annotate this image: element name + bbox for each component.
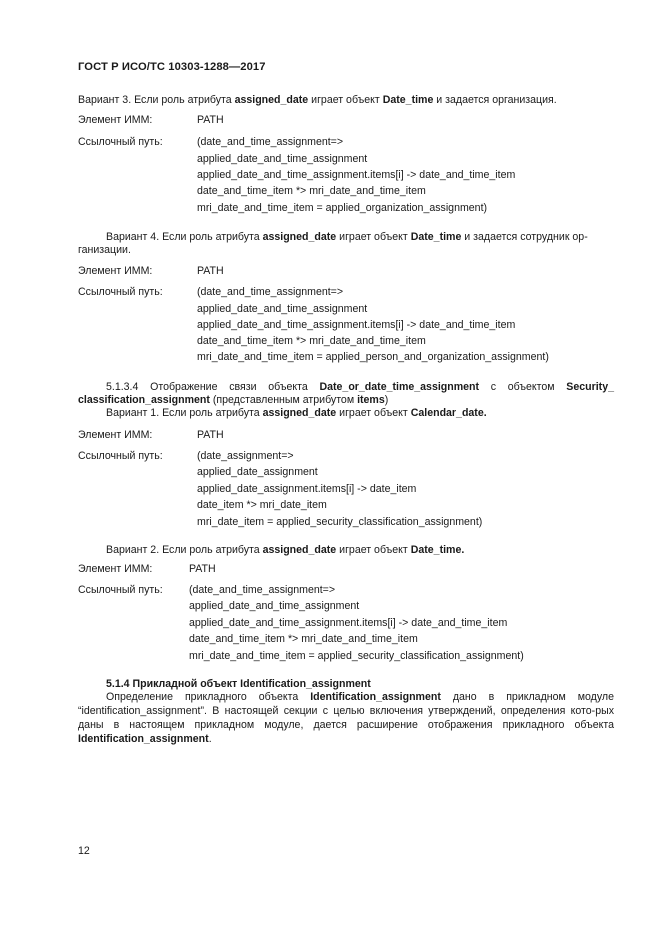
variant-2-path-line-2: applied_date_and_time_assignment — [189, 600, 360, 612]
variant-2-path-line-3: applied_date_and_time_assignment.items[i] -> date_and_time_item — [189, 617, 508, 629]
variant-2-path-line-4: date_and_time_item *> mri_date_and_time_item — [189, 633, 418, 645]
variant-3-path-line-4: date_and_time_item *> mri_date_and_time_item — [197, 185, 426, 197]
variant-1-path-label: Ссылочный путь: — [78, 450, 163, 462]
section-5-1-4-title: 5.1.4 Прикладной объект Identification_assignment — [106, 678, 371, 690]
variant-1-path-line-1: (date_assignment=> — [197, 450, 294, 462]
variant-1-element-value: PATH — [197, 429, 224, 441]
variant-4-paragraph-line-2: ганизации. — [78, 244, 131, 256]
variant-3-path-line-5: mri_date_and_time_item = applied_organization_assignment) — [197, 202, 488, 214]
variant-3-path-line-3: applied_date_and_time_assignment.items[i] -> date_and_time_item — [197, 169, 516, 181]
variant-2-paragraph: Вариант 2. Если роль атрибута assigned_date играет объект Date_time. — [106, 544, 465, 556]
variant-3-path-line-1: (date_and_time_assignment=> — [197, 136, 344, 148]
variant-1-path-line-4: date_item *> mri_date_item — [197, 499, 327, 511]
variant-2-path-label: Ссылочный путь: — [78, 584, 163, 596]
variant-4-element-label: Элемент ИММ: — [78, 265, 153, 277]
variant-3-path-label: Ссылочный путь: — [78, 136, 163, 148]
variant-1-path-line-3: applied_date_assignment.items[i] -> date_item — [197, 483, 417, 495]
variant-4-element-value: PATH — [197, 265, 224, 277]
variant-2-element-label: Элемент ИММ: — [78, 563, 153, 575]
variant-4-path-line-2: applied_date_and_time_assignment — [197, 303, 368, 315]
variant-4-path-label: Ссылочный путь: — [78, 286, 163, 298]
variant-3-element-value: PATH — [197, 114, 224, 126]
document-header: ГОСТ Р ИСО/ТС 10303-1288—2017 — [78, 61, 266, 73]
variant-2-path-line-1: (date_and_time_assignment=> — [189, 584, 336, 596]
variant-4-path-line-4: date_and_time_item *> mri_date_and_time_item — [197, 335, 426, 347]
variant-3-element-label: Элемент ИММ: — [78, 114, 153, 126]
variant-1-element-label: Элемент ИММ: — [78, 429, 153, 441]
section-5-1-3-4-heading: 5.1.3.4 Отображение связи объекта Date_or_date_time_assignment с объектом Security_ — [106, 381, 614, 393]
variant-4-path-line-3: applied_date_and_time_assignment.items[i] -> date_and_time_item — [197, 319, 516, 331]
variant-4-paragraph: Вариант 4. Если роль атрибута assigned_date играет объект Date_time и задается сотрудник ор- — [106, 231, 588, 243]
variant-3-path-line-2: applied_date_and_time_assignment — [197, 153, 368, 165]
variant-4-path-line-5: mri_date_and_time_item = applied_person_and_organization_assignment) — [197, 351, 549, 363]
variant-3-paragraph: Вариант 3. Если роль атрибута assigned_date играет объект Date_time и задается организация. — [78, 94, 557, 106]
section-5-1-3-4-heading-line-2: classification_assignment (представленным атрибутом items) — [78, 394, 389, 406]
variant-4-path-line-1: (date_and_time_assignment=> — [197, 286, 344, 298]
variant-2-path-line-5: mri_date_and_time_item = applied_security_classification_assignment) — [189, 650, 524, 662]
page-number: 12 — [78, 845, 90, 857]
variant-1-paragraph: Вариант 1. Если роль атрибута assigned_date играет объект Calendar_date. — [106, 407, 487, 419]
variant-1-path-line-5: mri_date_item = applied_security_classification_assignment) — [197, 516, 483, 528]
variant-2-element-value: PATH — [189, 563, 216, 575]
section-5-1-4-paragraph: Определение прикладного объекта Identification_assignment дано в прикладном модуле “identification_assignment”. В настоящей секции с целью включения утверждений, определения кото-рых даны в настоящем прикладном модуле, дается расширение отображения прикладного объекта Identification_assignment. — [78, 691, 614, 745]
variant-1-path-line-2: applied_date_assignment — [197, 466, 318, 478]
